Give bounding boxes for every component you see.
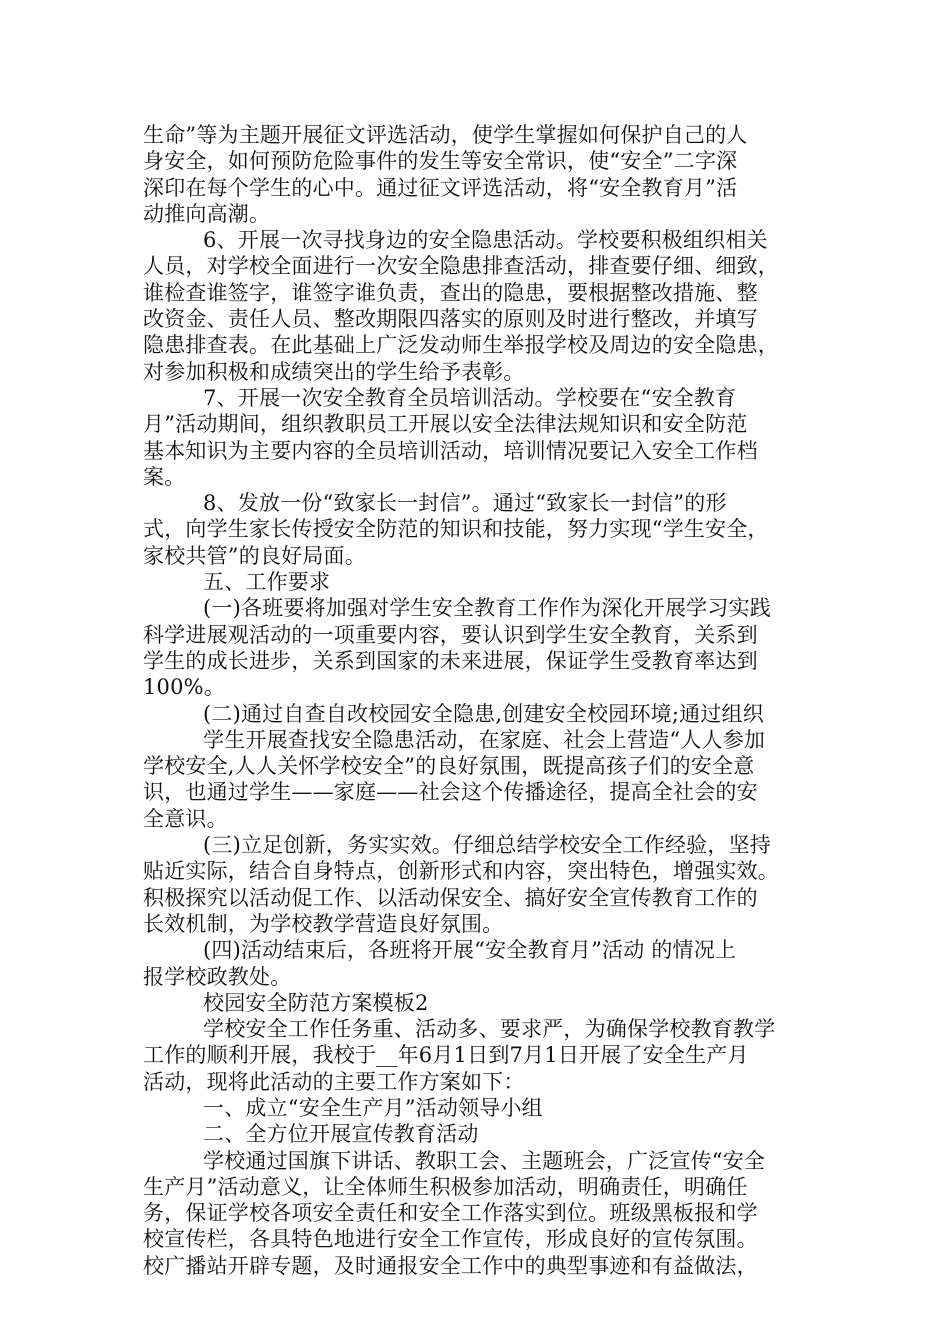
- text-line: 贴近实际，结合自身特点，创新形式和内容，突出特色，增强实效。: [143, 859, 779, 884]
- text-line: 二、全方位开展宣传教育活动: [203, 1122, 479, 1147]
- text-line: 生命”等为主题开展征文评选活动，使学生掌握如何保护自己的人: [143, 123, 748, 147]
- text-line: 人员，对学校全面进行一次安全隐患排查活动，排查要仔细、细致，: [143, 254, 779, 279]
- text-line: 隐患排查表。在此基础上广泛发动师生举报学校及周边的安全隐患，: [143, 333, 779, 358]
- text-line: 学生的成长进步，关系到国家的未来进展，保证学生受教育率达到: [143, 648, 758, 673]
- text-line: 6、开展一次寻找身边的安全隐患活动。学校要积极组织相关: [203, 228, 768, 253]
- text-line: 长效机制，为学校教学营造良好氛围。: [143, 911, 504, 936]
- text-line: 识，也通过学生——家庭——社会这个传播途径，提高全社会的安: [143, 780, 758, 805]
- text-line: 积极探究以活动促工作、以活动保安全、搞好安全宣传教育工作的: [143, 885, 758, 910]
- text-line: 学生开展查找安全隐患活动，在家庭、社会上营造“人人参加: [203, 727, 766, 752]
- text-line: 改资金、责任人员、整改期限四落实的原则及时进行整改，并填写: [143, 307, 758, 332]
- text-line: 7、开展一次安全教育全员培训活动。学校要在“安全教育: [203, 385, 737, 410]
- text-line: (四)活动结束后，各班将开展“安全教育月”活动 的情况上: [203, 938, 737, 963]
- text-line: 生产月”活动意义，让全体师生积极参加活动，明确责任，明确任: [143, 1174, 748, 1199]
- text-line: 深印在每个学生的心中。通过征文评选活动，将“安全教育月”活: [143, 175, 738, 200]
- text-line: 科学进展观活动的一项重要内容，要认识到学生安全教育，关系到: [143, 622, 758, 647]
- text-line: 案。: [143, 464, 186, 489]
- text-line: 校园安全防范方案模板2: [203, 990, 429, 1015]
- text-line: 动推向高潮。: [143, 201, 271, 226]
- text-line: 校宣传栏，各具特色地进行安全工作宣传，形成良好的宣传氛围。: [143, 1227, 758, 1252]
- text-line: 活动，现将此活动的主要工作方案如下：: [143, 1069, 525, 1094]
- text-line: 谁检查谁签字，谁签字谁负责，查出的隐患，要根据整改措施、整: [143, 280, 758, 305]
- text-line: 100%。: [143, 675, 226, 700]
- text-line: 务，保证学校各项安全责任和安全工作落实到位。班级黑板报和学: [143, 1201, 758, 1226]
- text-line: 8、发放一份“致家长一封信”。通过“致家长一封信”的形: [203, 491, 727, 516]
- text-line: 工作的顺利开展，我校于__年6月1日到7月1日开展了安全生产月: [143, 1043, 749, 1068]
- text-line: 家校共管”的良好局面。: [143, 543, 366, 568]
- text-line: 式，向学生家长传授安全防范的知识和技能，努力实现“学生安全，: [143, 517, 769, 542]
- text-line: (一)各班要将加强对学生安全教育工作作为深化开展学习实践: [203, 596, 771, 621]
- text-line: 报学校政教处。: [143, 964, 292, 989]
- text-line: 月”活动期间，组织教职员工开展以安全法律法规知识和安全防范: [143, 412, 748, 437]
- text-line: 基本知识为主要内容的全员培训活动，培训情况要记入安全工作档: [143, 438, 758, 463]
- text-line: 校广播站开辟专题，及时通报安全工作中的典型事迹和有益做法，: [143, 1253, 758, 1278]
- text-line: 全意识。: [143, 806, 228, 831]
- text-line: (三)立足创新，务实实效。仔细总结学校安全工作经验，坚持: [203, 833, 771, 858]
- text-line: 学校通过国旗下讲话、教职工会、主题班会，广泛宣传“安全: [203, 1148, 766, 1173]
- text-line: 身安全，如何预防危险事件的发生等安全常识，使“安全”二字深: [143, 149, 738, 174]
- text-line: 学校安全,人人关怀学校安全”的良好氛围，既提高孩子们的安全意: [143, 754, 755, 779]
- text-line: 对参加积极和成绩突出的学生给予表彰。: [143, 359, 525, 384]
- document-body: [143, 122, 813, 1279]
- text-line: 学校安全工作任务重、活动多、要求严，为确保学校教育教学: [203, 1017, 776, 1042]
- text-line: 五、工作要求: [203, 570, 331, 595]
- text-line: 一、成立“安全生产月”活动领导小组: [203, 1095, 543, 1120]
- text-line: (二)通过自查自改校园安全隐患,创建安全校园环境;通过组织: [203, 701, 764, 726]
